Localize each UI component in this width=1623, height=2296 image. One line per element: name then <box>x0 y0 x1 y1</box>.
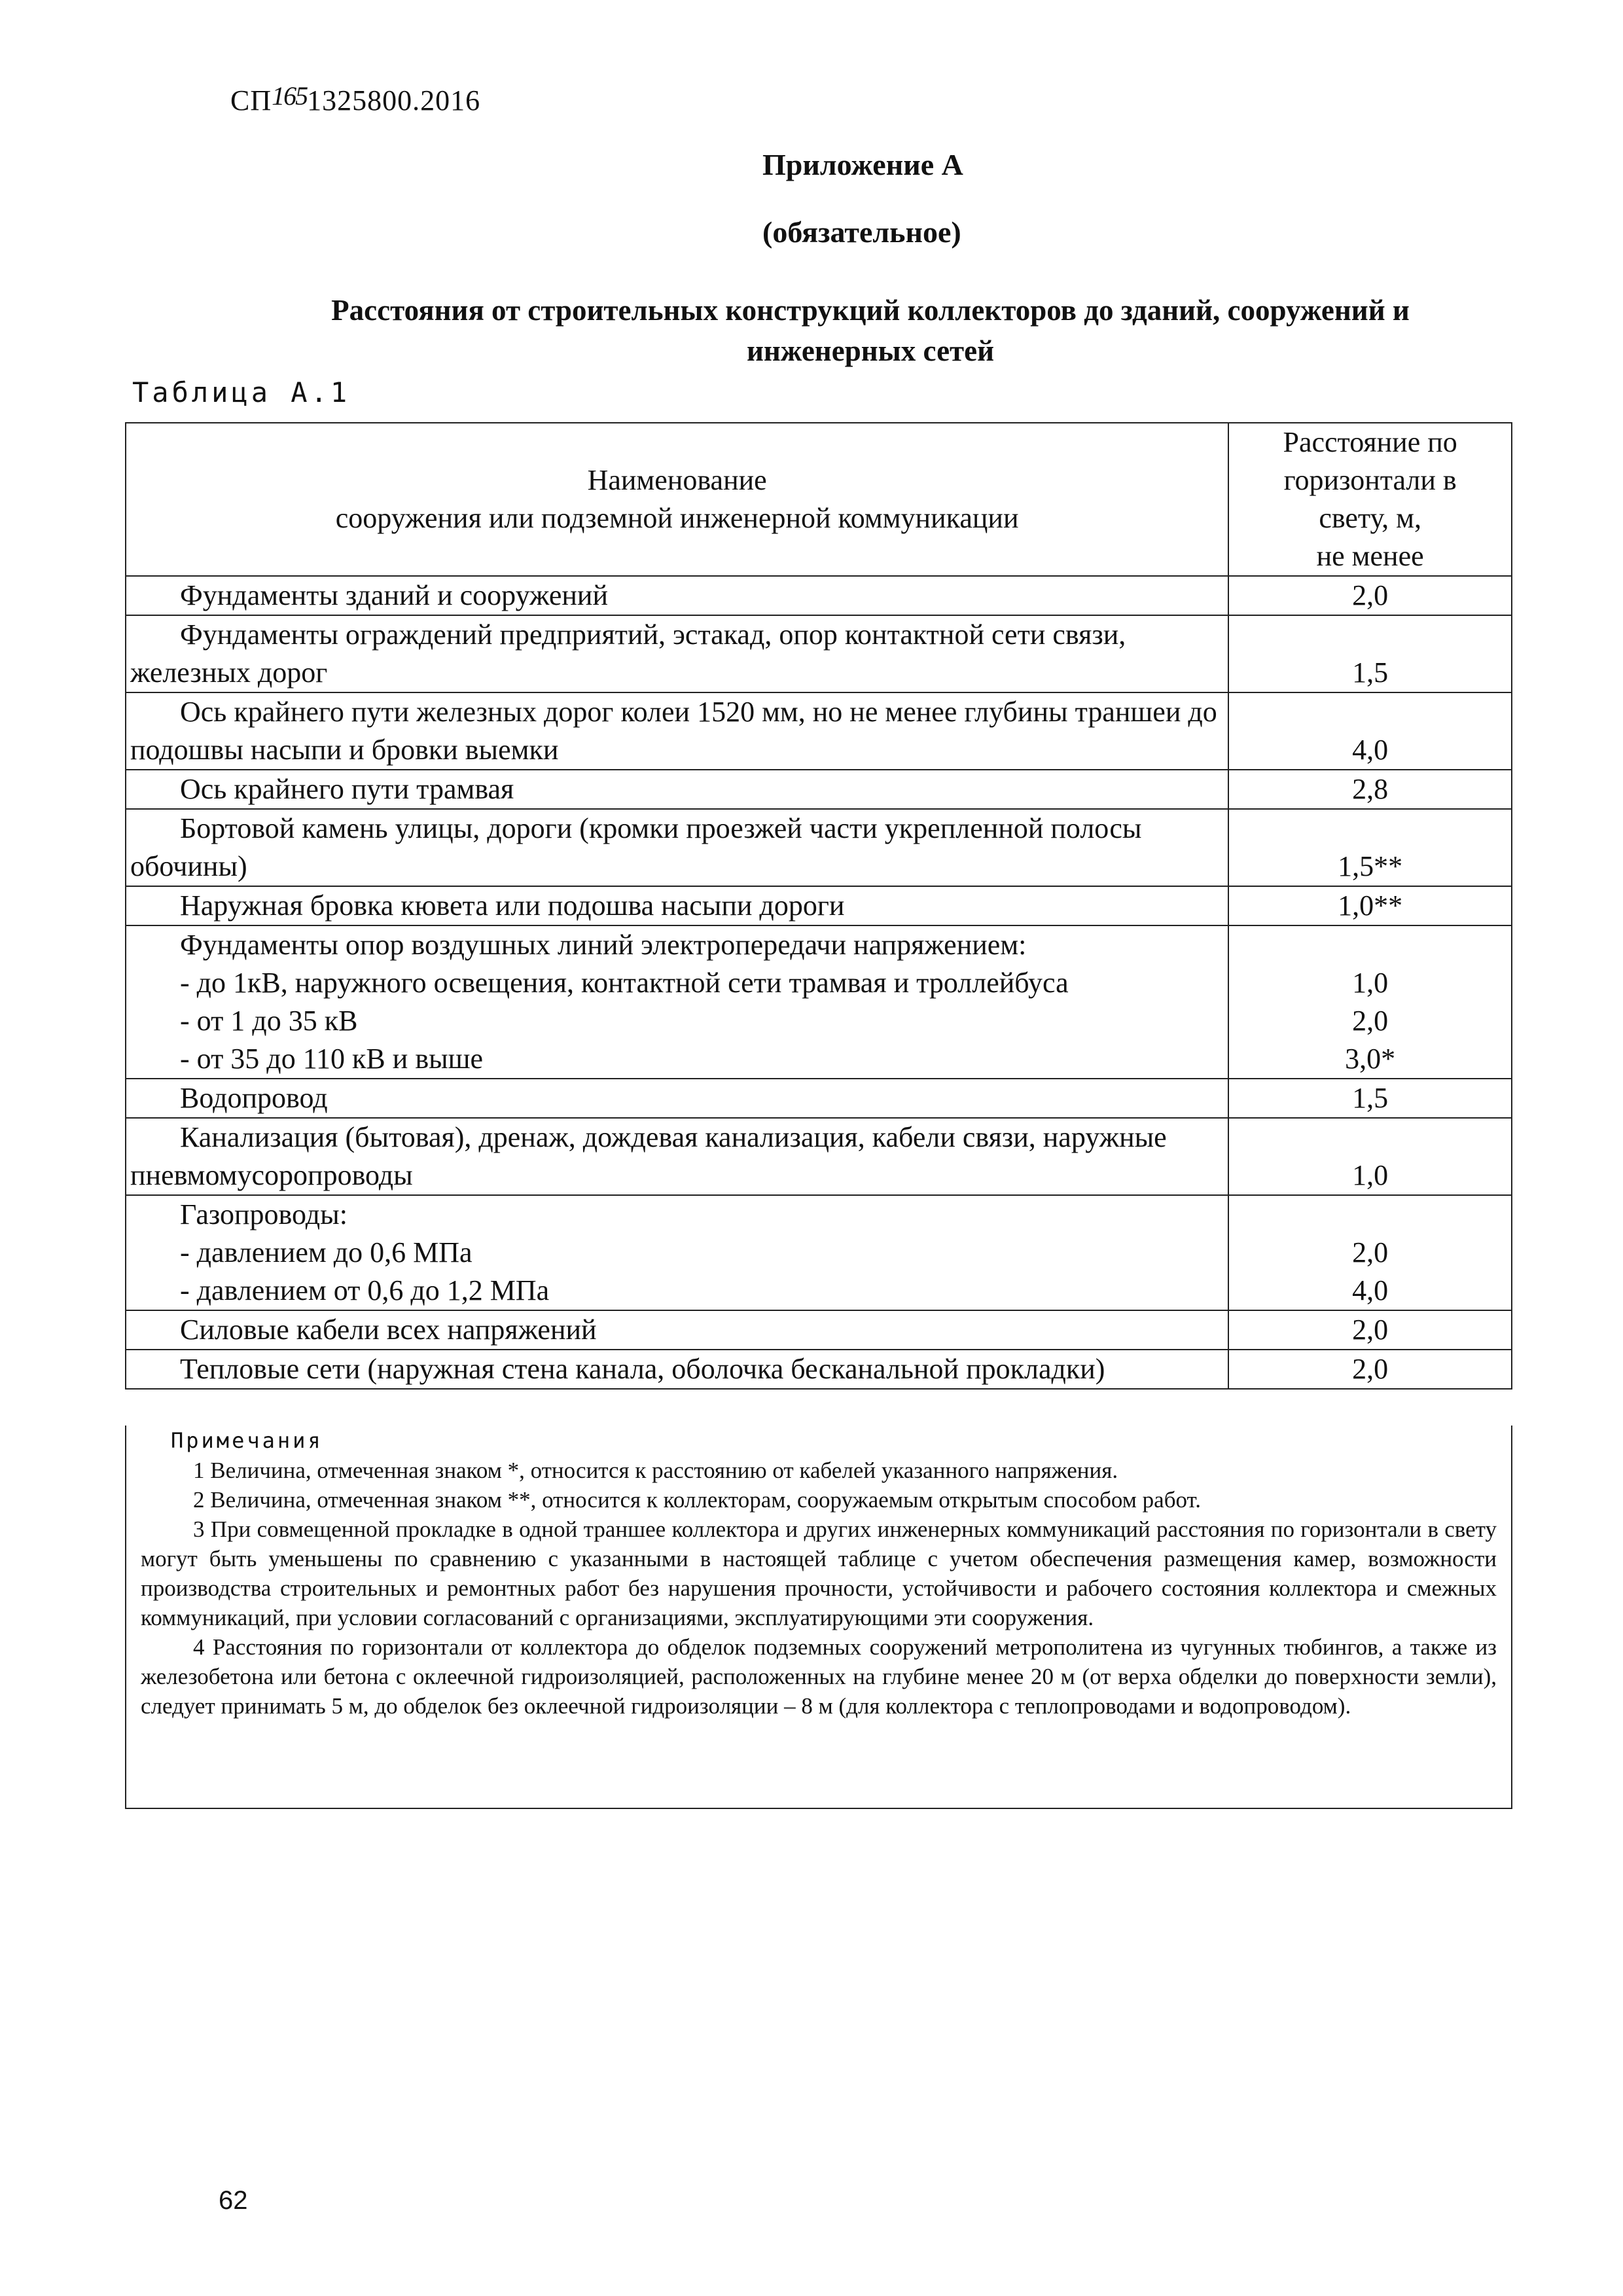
row-group-title: Фундаменты опор воздушных линий электропередачи напряжением: <box>180 929 1027 961</box>
table-label: Таблица А.1 <box>132 376 351 408</box>
row-name: Фундаменты ограждений предприятий, эстакад, опор контактной сети связи, железных дорог <box>126 615 1228 692</box>
row-sub-item: - давлением до 0,6 МПа <box>180 1236 473 1268</box>
row-name: Бортовой камень улицы, дороги (кромки проезжей части укрепленной полосы обочины) <box>126 809 1228 886</box>
header-distance-line: горизонтали в <box>1283 464 1457 496</box>
row-value: 1,5 <box>1228 1079 1512 1118</box>
table-row <box>126 615 1512 692</box>
header-name-line: Наименование <box>587 464 767 496</box>
header-distance-line: Расстояние по <box>1283 426 1457 458</box>
table-row <box>126 1118 1512 1195</box>
page-number: 62 <box>219 2186 248 2215</box>
row-sub-item: - от 1 до 35 кВ <box>180 1005 358 1037</box>
note-item: 3 При совмещенной прокладке в одной траншее коллектора и других инженерных коммуникаций расстояния по горизонтали в свету могут быть уменьшены по сравнению с указанными в настоящей таблице с учетом обеспечения размещения камер, возможности производства строительных и ремонтных работ без нарушения прочности, устойчивости и рабочего состояния коллектора и смежных коммуникаций, при условии согласований с организациями, эксплуатирующими эти сооружения. <box>141 1516 1497 1630</box>
table-row <box>126 576 1512 615</box>
row-value: 1,0** <box>1228 886 1512 925</box>
row-name: Водопровод <box>126 1079 1228 1118</box>
header-distance-line: свету, м, <box>1319 502 1421 534</box>
header-distance-cell <box>1228 423 1512 576</box>
row-sub-value: 2,0 <box>1352 1236 1389 1268</box>
table-row <box>126 1079 1512 1118</box>
distance-table <box>125 422 1512 1390</box>
table-row <box>126 809 1512 886</box>
note-item: 2 Величина, отмеченная знаком **, относится к коллекторам, сооружаемым открытым способом работ. <box>193 1487 1201 1513</box>
row-name <box>126 925 1228 1079</box>
row-name: Канализация (бытовая), дренаж, дождевая канализация, кабели связи, наружные пневмомусоропроводы <box>126 1118 1228 1195</box>
appendix-kind: (обязательное) <box>762 215 961 249</box>
table-row <box>126 925 1512 1079</box>
table-row <box>126 692 1512 770</box>
row-name: Силовые кабели всех напряжений <box>126 1310 1228 1350</box>
row-name: Фундаменты зданий и сооружений <box>126 576 1228 615</box>
appendix-title: Приложение А <box>762 148 963 181</box>
doc-number: 1325800.2016 <box>307 84 481 117</box>
row-group-title: Газопроводы: <box>180 1198 348 1230</box>
row-sub-value: 4,0 <box>1352 1274 1389 1306</box>
row-value: 2,8 <box>1228 770 1512 809</box>
row-value <box>1228 925 1512 1079</box>
row-sub-value: 1,0 <box>1352 967 1389 999</box>
row-value: 2,0 <box>1228 1310 1512 1350</box>
notes-block <box>125 1426 1512 1809</box>
row-name: Ось крайнего пути железных дорог колеи 1520 мм, но не менее глубины траншеи до подошвы насыпи и бровки выемки <box>126 692 1228 770</box>
row-value: 1,5 <box>1228 615 1512 692</box>
table-header-row <box>126 423 1512 576</box>
row-sub-item: - до 1кВ, наружного освещения, контактной сети трамвая и троллейбуса <box>180 967 1069 999</box>
row-value: 2,0 <box>1228 1350 1512 1389</box>
row-sub-item: - от 35 до 110 кВ и выше <box>180 1043 484 1075</box>
section-title: Расстояния от строительных конструкций коллекторов до зданий, сооружений и инженерных сетей <box>331 294 1410 367</box>
row-value: 2,0 <box>1228 576 1512 615</box>
table-row <box>126 1310 1512 1350</box>
row-name: Тепловые сети (наружная стена канала, оболочка бесканальной прокладки) <box>126 1350 1228 1389</box>
row-name: Ось крайнего пути трамвая <box>126 770 1228 809</box>
row-sub-value: 3,0* <box>1345 1043 1396 1075</box>
note-item: 1 Величина, отмеченная знаком *, относится к расстоянию от кабелей указанного напряжения. <box>193 1458 1118 1483</box>
header-distance-line: не менее <box>1316 540 1424 572</box>
table-row <box>126 1195 1512 1310</box>
table-row <box>126 886 1512 925</box>
table-row <box>126 770 1512 809</box>
note-item: 4 Расстояния по горизонтали от коллектора до обделок подземных сооружений метрополитена из чугунных тюбингов, а также из железобетона или бетона с оклеечной гидроизоляцией, расположенных на глубине менее 20 м (от верха обделки до поверхности земли), следует принимать 5 м, до обделок без оклеечной гидроизоляции – 8 м (для коллектора с теплопроводами и водопроводом). <box>141 1634 1497 1719</box>
row-sub-item: - давлением от 0,6 до 1,2 МПа <box>180 1274 550 1306</box>
header-name-cell <box>126 423 1228 576</box>
row-sub-value: 2,0 <box>1352 1005 1389 1037</box>
row-name: Наружная бровка кювета или подошва насыпи дороги <box>126 886 1228 925</box>
row-value: 1,0 <box>1228 1118 1512 1195</box>
document-code <box>230 81 481 117</box>
row-name <box>126 1195 1228 1310</box>
doc-handwritten-number: 165 <box>272 81 308 111</box>
row-value: 1,5** <box>1228 809 1512 886</box>
row-value: 4,0 <box>1228 692 1512 770</box>
table-row <box>126 1350 1512 1389</box>
row-value <box>1228 1195 1512 1310</box>
doc-prefix: СП <box>230 84 272 117</box>
notes-title: Примечания <box>171 1428 323 1453</box>
header-name-line: сооружения или подземной инженерной коммуникации <box>335 502 1019 534</box>
